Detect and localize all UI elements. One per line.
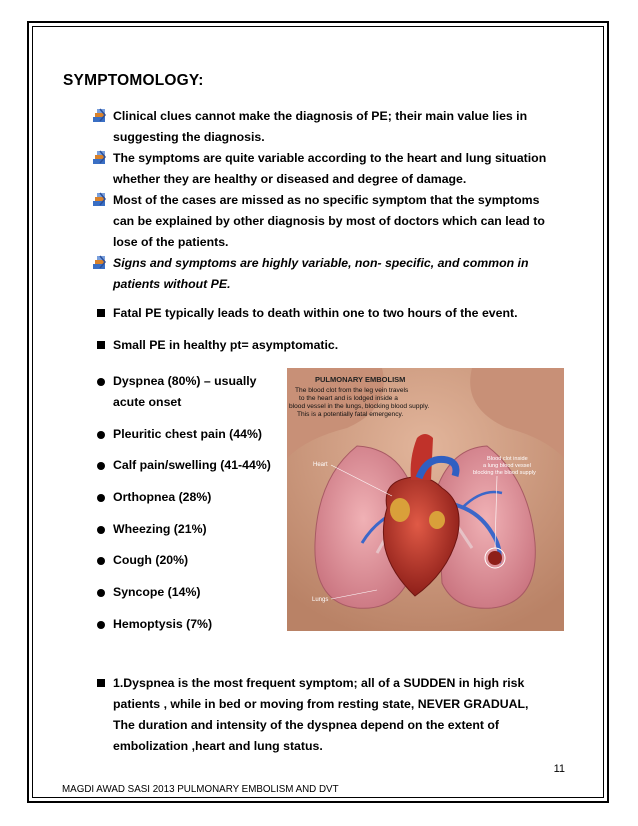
figure-label-clot: blocking the blood supply	[473, 470, 536, 476]
page-number: 11	[553, 763, 565, 775]
square-item-text: Fatal PE typically leads to death within one to two hours of the event.	[113, 306, 518, 320]
stacked-arrow-bullet-icon	[92, 150, 108, 166]
symptom-item: Syncope (14%)	[113, 585, 201, 599]
bullet-text: Clinical clues cannot make the diagnosis of PE; their main value lies in suggesting the diagnosis.	[113, 109, 528, 144]
figure-caption-line: blood vessel in the lungs, blocking blood supply.	[289, 403, 430, 410]
figure-title: PULMONARY EMBOLISM	[315, 375, 406, 384]
pulmonary-embolism-illustration	[287, 368, 564, 631]
symptom-item: Orthopnea (28%)	[113, 490, 212, 504]
symptom-item: Wheezing (21%)	[113, 522, 207, 536]
figure-caption-line: to the heart and is lodged inside a	[299, 395, 398, 402]
square-bullet-icon	[97, 309, 105, 317]
symptom-item: Calf pain/swelling (41-44%)	[113, 458, 271, 472]
stacked-arrow-bullet-icon	[92, 108, 108, 124]
round-bullet-icon	[97, 462, 105, 470]
symptom-item: Dyspnea (80%) – usually acute onset	[113, 374, 257, 409]
figure-label-clot: a lung blood vessel	[483, 463, 531, 469]
round-bullet-icon	[97, 557, 105, 565]
symptom-item: Hemoptysis (7%)	[113, 617, 213, 631]
stacked-arrow-bullet-icon	[92, 192, 108, 208]
stacked-arrow-bullet-icon	[92, 255, 108, 271]
square-bullet-icon	[97, 341, 105, 349]
round-bullet-icon	[97, 494, 105, 502]
round-bullet-icon	[97, 431, 105, 439]
figure-caption-line: This is a potentially fatal emergency.	[297, 411, 404, 418]
round-bullet-icon	[97, 526, 105, 534]
footer-text: MAGDI AWAD SASI 2013 PULMONARY EMBOLISM AND DVT	[62, 784, 339, 795]
figure-label-lungs: Lungs	[312, 597, 329, 603]
bullet-text: The symptoms are quite variable according to the heart and lung situation whether they are healthy or diseased and degree of damage.	[113, 151, 547, 186]
figure-label-clot: Blood clot inside	[487, 456, 528, 462]
round-bullet-icon	[97, 621, 105, 629]
round-bullet-icon	[97, 589, 105, 597]
bullet-text: Most of the cases are missed as no specific symptom that the symptoms can be explained by other diagnosis by most of doctors which can lead to lose of the patients.	[113, 193, 545, 249]
bullet-text-italic: Signs and symptoms are highly variable, non- specific, and common in patients without PE.	[113, 256, 529, 291]
section-heading: SYMPTOMOLOGY:	[63, 72, 204, 89]
square-item-text: Small PE in healthy pt= asymptomatic.	[113, 338, 339, 352]
figure-caption-line: The blood clot from the leg vein travels	[295, 387, 409, 394]
final-item-text: 1.Dyspnea is the most frequent symptom; all of a SUDDEN in high risk patients , while in bed or moving from resting state, NEVER GRADUAL, The duration and intensity of the dyspnea depend on the extent of embolization ,heart and lung status.	[113, 676, 529, 753]
figure-label-heart: Heart	[313, 462, 328, 468]
symptom-item: Cough (20%)	[113, 553, 189, 567]
round-bullet-icon	[97, 378, 105, 386]
symptom-item: Pleuritic chest pain (44%)	[113, 427, 262, 441]
square-bullet-icon	[97, 679, 105, 687]
